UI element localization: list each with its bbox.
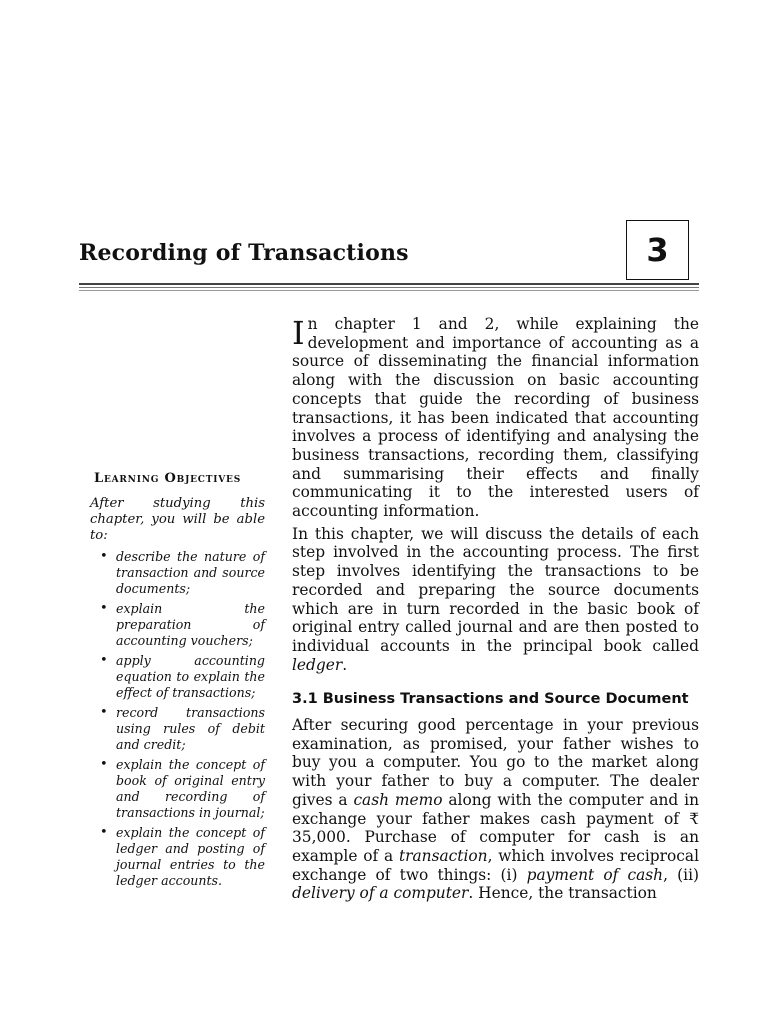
objectives-heading: Learning Objectives <box>94 471 241 486</box>
bullet-icon: • <box>100 825 108 840</box>
body-paragraph: After securing good percentage in your previous examination, as promised, your father wishes to buy you a computer. You go to the market along with your father to buy a computer. The dealer gives a cash memo along with the computer and in exchange your father makes cash payment of ₹ 35,000. Purchase of computer for cash is an example of a transaction, which involves reciprocal exchange of two things: (i) payment of cash, (ii) delivery of a computer. Hence, the transaction <box>292 716 700 903</box>
title-rule <box>79 283 699 285</box>
intro-paragraph: In chapter 1 and 2, while explaining the development and importance of accounting as a source of disseminating the financial information along with the discussion on basic accounting concepts that guide the recording of business transactions, it has been indicated that accounting involves a process of identifying and analysing the business transactions, recording them, classifying and summarising their effects and finally communicating it to the interested users of accounting information. <box>292 314 699 521</box>
learning-objectives-sidebar <box>90 471 265 893</box>
bullet-icon: • <box>100 757 108 772</box>
title-rule <box>79 290 699 291</box>
objectives-intro: After studying this chapter, you will be able to: <box>90 496 265 543</box>
bullet-icon: • <box>100 705 108 720</box>
objective-item: • apply accounting equation to explain the effect of transactions; <box>100 653 265 700</box>
objective-item: • explain the concept of book of original entry and recording of transactions in journal; <box>100 757 265 820</box>
chapter-number-box: 3 <box>626 220 689 280</box>
drop-cap: I <box>292 314 305 352</box>
title-rule <box>79 287 699 288</box>
bullet-icon: • <box>100 601 108 616</box>
objective-item: • explain the preparation of accounting vouchers; <box>100 601 265 648</box>
objectives-list <box>90 549 265 889</box>
chapter-title: Recording of Transactions <box>79 240 409 266</box>
bullet-icon: • <box>100 549 108 564</box>
objective-item: • describe the nature of transaction and source documents; <box>100 549 265 596</box>
bullet-icon: • <box>100 653 108 668</box>
section-heading: 3.1 Business Transactions and Source Document <box>292 691 689 708</box>
objective-item: • explain the concept of ledger and posting of journal entries to the ledger accounts. <box>100 825 265 888</box>
body-paragraph: In this chapter, we will discuss the details of each step involved in the accounting process. The first step involves identifying the transactions to be recorded and preparing the source documents which are in turn recorded in the basic book of original entry called journal and are then posted to individual accounts in the principal book called ledger. <box>292 524 699 674</box>
main-text-column <box>292 315 699 907</box>
objective-item: • record transactions using rules of debit and credit; <box>100 705 265 752</box>
